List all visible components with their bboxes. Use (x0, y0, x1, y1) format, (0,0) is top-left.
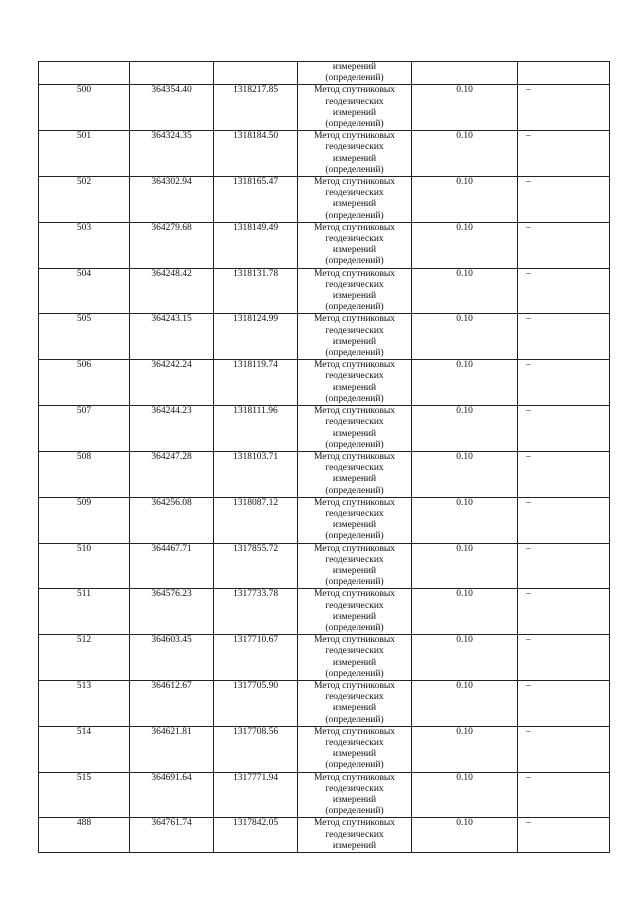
x-coordinate-cell: 364248.42 (130, 268, 214, 314)
accuracy-cell: 0.10 (412, 680, 518, 726)
table-row (39, 222, 610, 268)
table-row (39, 451, 610, 497)
y-coordinate-cell: 1317708.56 (214, 726, 298, 772)
method-cell: Метод спутниковых геодезических измерений (определений) (298, 406, 412, 452)
method-cell: измерений (определений) (298, 62, 412, 85)
description-cell: – (518, 406, 610, 452)
method-cell: Метод спутниковых геодезических измерений (определений) (298, 543, 412, 589)
method-cell: Метод спутниковых геодезических измерений (определений) (298, 360, 412, 406)
table-row (39, 589, 610, 635)
method-cell: Метод спутниковых геодезических измерений (определений) (298, 451, 412, 497)
table-row (39, 726, 610, 772)
point-number-cell: 504 (39, 268, 130, 314)
x-coordinate-cell: 364467.71 (130, 543, 214, 589)
table-row (39, 635, 610, 681)
description-cell: – (518, 497, 610, 543)
y-coordinate-cell: 1318087.12 (214, 497, 298, 543)
point-number-cell: 500 (39, 85, 130, 131)
y-coordinate-cell: 1318119.74 (214, 360, 298, 406)
method-cell: Метод спутниковых геодезических измерений (определений) (298, 177, 412, 223)
y-coordinate-cell: 1318184.50 (214, 131, 298, 177)
table-row (39, 314, 610, 360)
y-coordinate-cell: 1318103.71 (214, 451, 298, 497)
x-coordinate-cell: 364256.08 (130, 497, 214, 543)
point-number-cell: 512 (39, 635, 130, 681)
description-cell: – (518, 818, 610, 853)
method-cell: Метод спутниковых геодезических измерений (определений) (298, 131, 412, 177)
table-row (39, 85, 610, 131)
accuracy-cell: 0.10 (412, 131, 518, 177)
description-cell: – (518, 222, 610, 268)
table-row-continued (39, 62, 610, 85)
description-cell: – (518, 360, 610, 406)
accuracy-cell: 0.10 (412, 589, 518, 635)
description-cell: – (518, 589, 610, 635)
x-coordinate-cell (130, 62, 214, 85)
x-coordinate-cell: 364603.45 (130, 635, 214, 681)
coordinates-table (38, 61, 610, 853)
x-coordinate-cell: 364302.94 (130, 177, 214, 223)
description-cell: – (518, 635, 610, 681)
accuracy-cell: 0.10 (412, 268, 518, 314)
table-row (39, 177, 610, 223)
method-cell: Метод спутниковых геодезических измерений (определений) (298, 680, 412, 726)
description-cell (518, 62, 610, 85)
method-cell: Метод спутниковых геодезических измерений (определений) (298, 726, 412, 772)
accuracy-cell (412, 62, 518, 85)
point-number-cell: 515 (39, 772, 130, 818)
point-number-cell: 503 (39, 222, 130, 268)
table-body (39, 62, 610, 853)
description-cell: – (518, 85, 610, 131)
x-coordinate-cell: 364279.68 (130, 222, 214, 268)
accuracy-cell: 0.10 (412, 451, 518, 497)
x-coordinate-cell: 364244.23 (130, 406, 214, 452)
accuracy-cell: 0.10 (412, 726, 518, 772)
y-coordinate-cell: 1317710.67 (214, 635, 298, 681)
method-cell: Метод спутниковых геодезических измерений (определений) (298, 222, 412, 268)
x-coordinate-cell: 364243.15 (130, 314, 214, 360)
y-coordinate-cell: 1317842.05 (214, 818, 298, 853)
y-coordinate-cell: 1317705.90 (214, 680, 298, 726)
accuracy-cell: 0.10 (412, 222, 518, 268)
x-coordinate-cell: 364612.67 (130, 680, 214, 726)
description-cell: – (518, 772, 610, 818)
method-cell: Метод спутниковых геодезических измерений (определений) (298, 635, 412, 681)
accuracy-cell: 0.10 (412, 635, 518, 681)
description-cell: – (518, 177, 610, 223)
table-row (39, 818, 610, 853)
table-row (39, 772, 610, 818)
table-row (39, 543, 610, 589)
point-number-cell: 505 (39, 314, 130, 360)
x-coordinate-cell: 364576.23 (130, 589, 214, 635)
accuracy-cell: 0.10 (412, 543, 518, 589)
method-cell: Метод спутниковых геодезических измерений (298, 818, 412, 853)
description-cell: – (518, 680, 610, 726)
method-cell: Метод спутниковых геодезических измерений (определений) (298, 497, 412, 543)
x-coordinate-cell: 364324.35 (130, 131, 214, 177)
table-row (39, 680, 610, 726)
method-cell: Метод спутниковых геодезических измерений (определений) (298, 314, 412, 360)
method-cell: Метод спутниковых геодезических измерений (определений) (298, 85, 412, 131)
y-coordinate-cell: 1318124.99 (214, 314, 298, 360)
point-number-cell: 511 (39, 589, 130, 635)
y-coordinate-cell: 1318111.96 (214, 406, 298, 452)
accuracy-cell: 0.10 (412, 818, 518, 853)
y-coordinate-cell: 1317855.72 (214, 543, 298, 589)
description-cell: – (518, 131, 610, 177)
table-row (39, 497, 610, 543)
y-coordinate-cell (214, 62, 298, 85)
method-cell: Метод спутниковых геодезических измерений (определений) (298, 268, 412, 314)
accuracy-cell: 0.10 (412, 85, 518, 131)
description-cell: – (518, 451, 610, 497)
point-number-cell: 502 (39, 177, 130, 223)
table-row (39, 360, 610, 406)
point-number-cell: 501 (39, 131, 130, 177)
point-number-cell (39, 62, 130, 85)
point-number-cell: 506 (39, 360, 130, 406)
x-coordinate-cell: 364242.24 (130, 360, 214, 406)
point-number-cell: 508 (39, 451, 130, 497)
table-row (39, 268, 610, 314)
method-cell: Метод спутниковых геодезических измерений (определений) (298, 589, 412, 635)
x-coordinate-cell: 364761.74 (130, 818, 214, 853)
y-coordinate-cell: 1318165.47 (214, 177, 298, 223)
y-coordinate-cell: 1317771.94 (214, 772, 298, 818)
point-number-cell: 514 (39, 726, 130, 772)
x-coordinate-cell: 364621.81 (130, 726, 214, 772)
table-row (39, 406, 610, 452)
accuracy-cell: 0.10 (412, 314, 518, 360)
accuracy-cell: 0.10 (412, 497, 518, 543)
description-cell: – (518, 268, 610, 314)
y-coordinate-cell: 1318131.78 (214, 268, 298, 314)
point-number-cell: 507 (39, 406, 130, 452)
accuracy-cell: 0.10 (412, 772, 518, 818)
method-cell: Метод спутниковых геодезических измерений (определений) (298, 772, 412, 818)
y-coordinate-cell: 1317733.78 (214, 589, 298, 635)
x-coordinate-cell: 364247.28 (130, 451, 214, 497)
description-cell: – (518, 543, 610, 589)
point-number-cell: 488 (39, 818, 130, 853)
description-cell: – (518, 314, 610, 360)
accuracy-cell: 0.10 (412, 406, 518, 452)
point-number-cell: 510 (39, 543, 130, 589)
description-cell: – (518, 726, 610, 772)
y-coordinate-cell: 1318217.85 (214, 85, 298, 131)
point-number-cell: 509 (39, 497, 130, 543)
x-coordinate-cell: 364354.40 (130, 85, 214, 131)
point-number-cell: 513 (39, 680, 130, 726)
accuracy-cell: 0.10 (412, 177, 518, 223)
x-coordinate-cell: 364691.64 (130, 772, 214, 818)
table-row (39, 131, 610, 177)
y-coordinate-cell: 1318149.49 (214, 222, 298, 268)
accuracy-cell: 0.10 (412, 360, 518, 406)
